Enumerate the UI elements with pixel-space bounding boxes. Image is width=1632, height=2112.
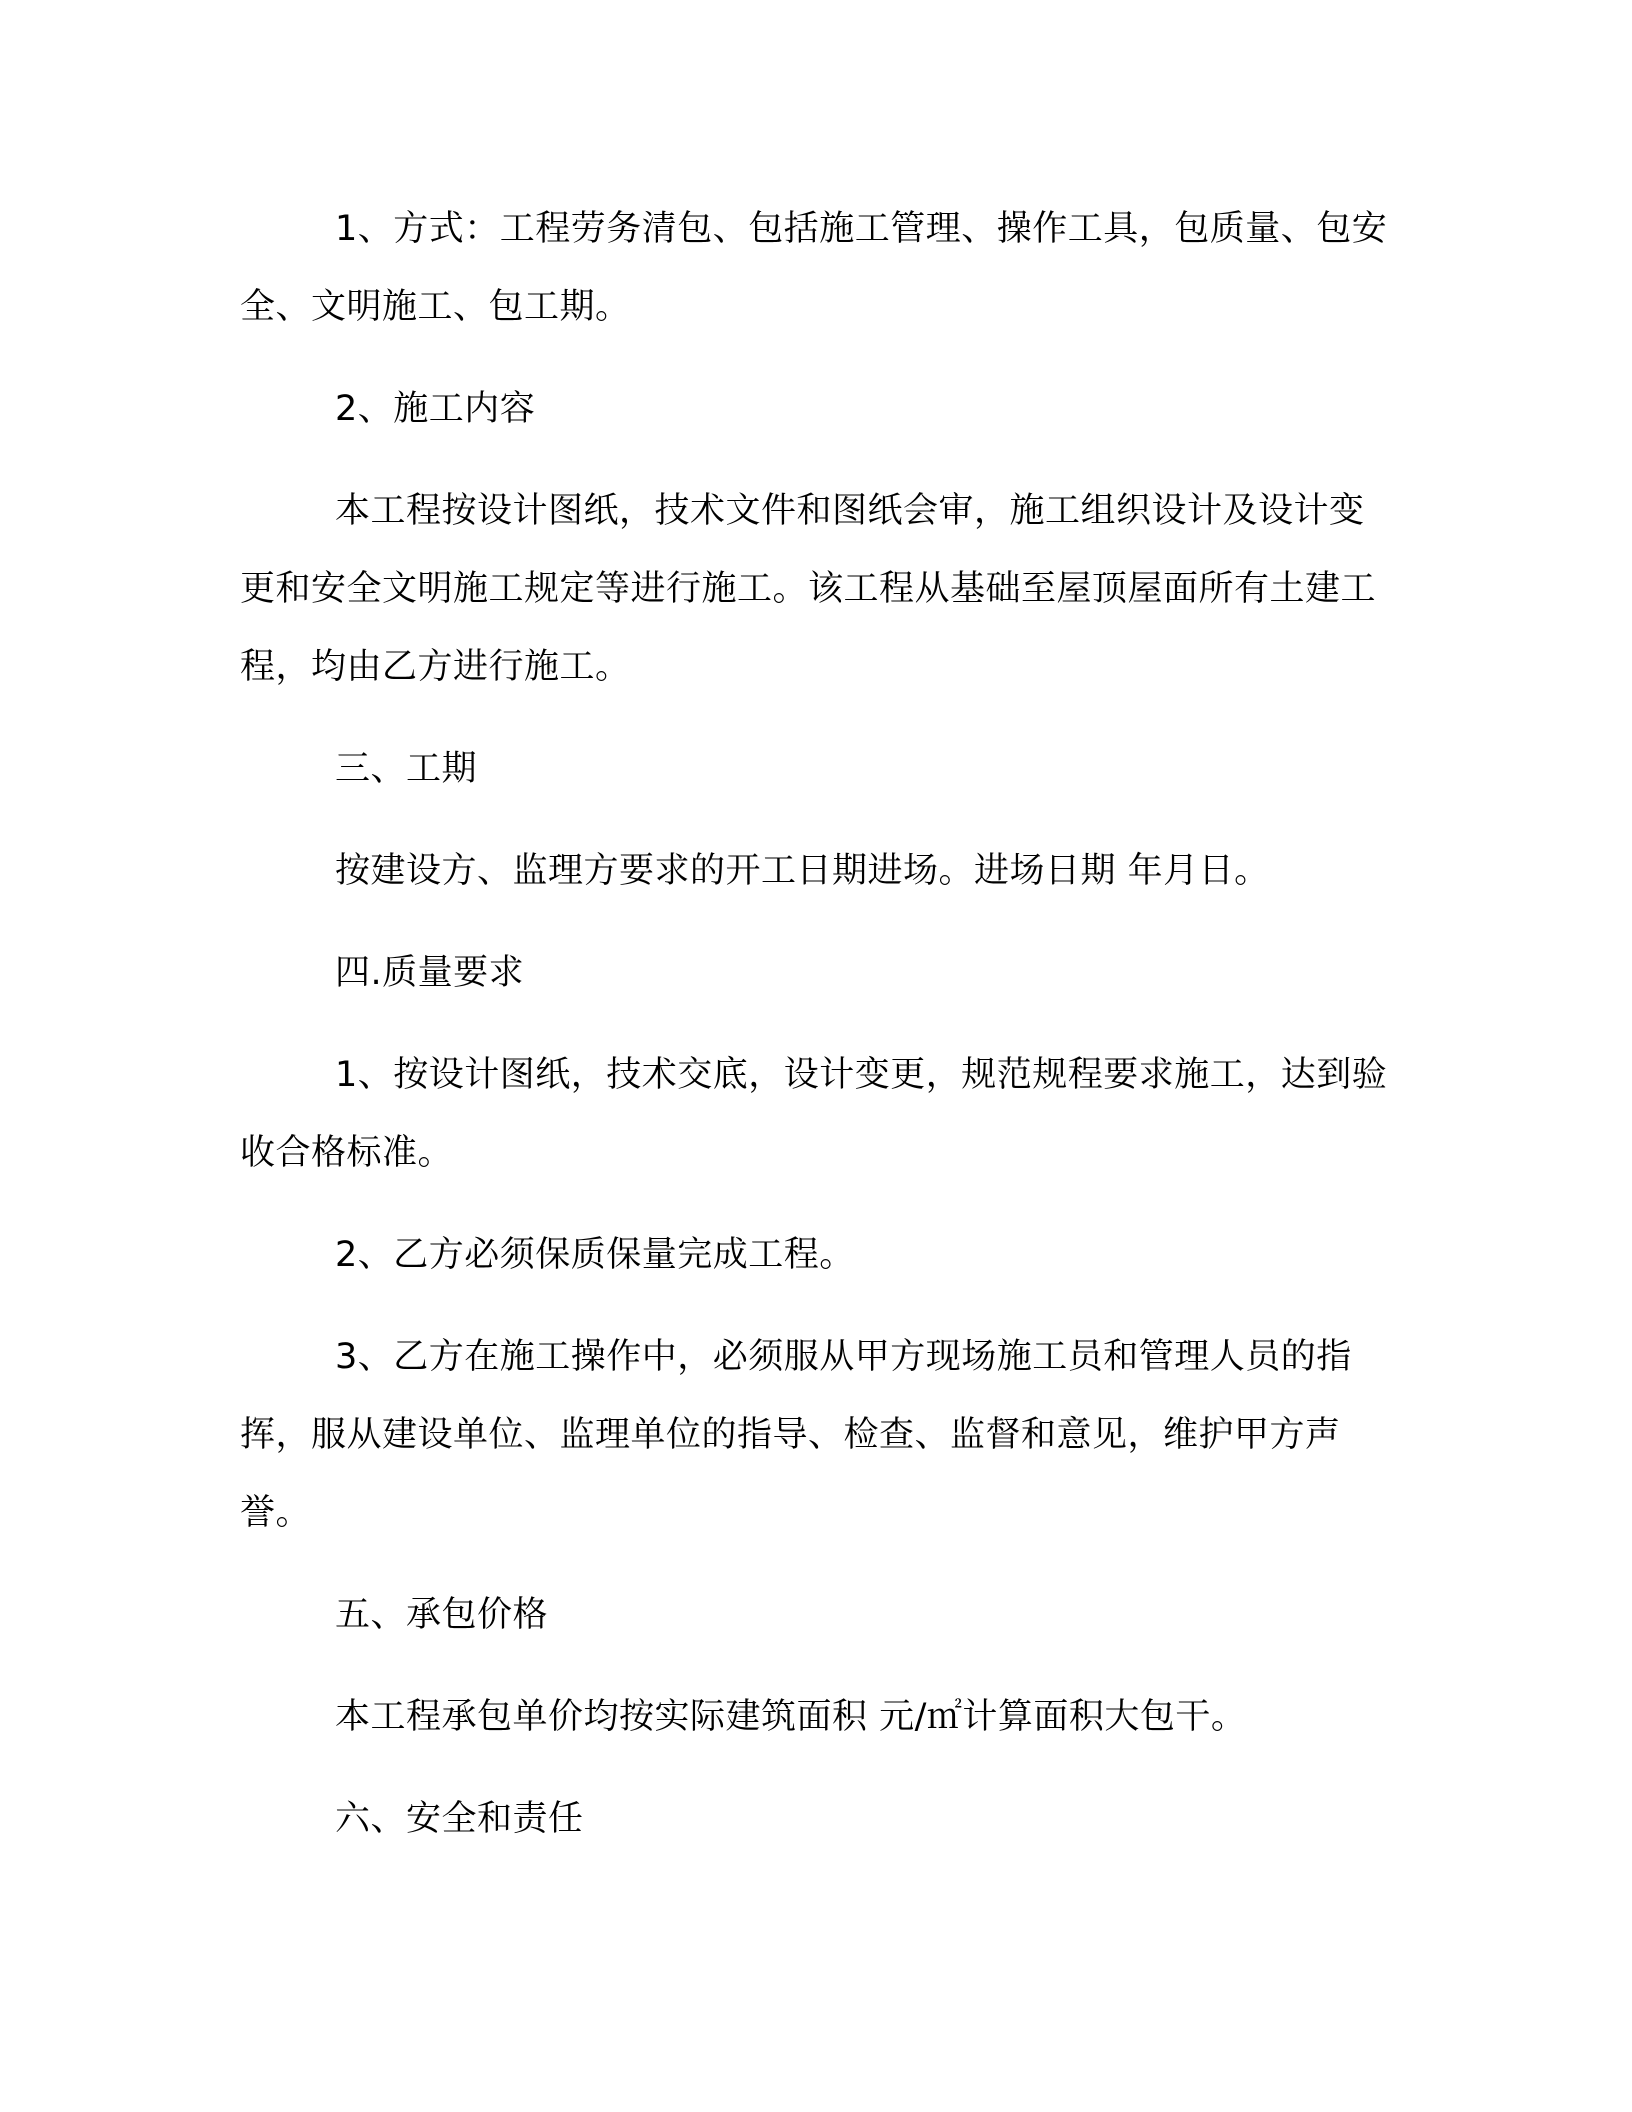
paragraph-method: 1、方式：工程劳务清包、包括施工管理、操作工具，包质量、包安全、文明施工、包工期。 bbox=[240, 209, 1388, 327]
heading-quality-requirements: 四.质量要求 bbox=[335, 953, 525, 993]
paragraph-quality-2: 2、乙方必须保质保量完成工程。 bbox=[335, 1235, 855, 1275]
paragraph-entry-date: 按建设方、监理方要求的开工日期进场。进场日期 年月日。 bbox=[335, 851, 1270, 891]
paragraph-contract-price: 本工程承包单价均按实际建筑面积 元/㎡计算面积大包干。 bbox=[335, 1697, 1247, 1737]
heading-safety-responsibility: 六、安全和责任 bbox=[335, 1799, 584, 1839]
paragraph-construction-content: 本工程按设计图纸，技术文件和图纸会审，施工组织设计及设计变更和安全文明施工规定等进行施工。该工程从基础至屋顶屋面所有土建工程，均由乙方进行施工。 bbox=[240, 491, 1377, 687]
document-body bbox=[240, 190, 1390, 1882]
paragraph-quality-1: 1、按设计图纸，技术交底，设计变更，规范规程要求施工，达到验收合格标准。 bbox=[240, 1055, 1388, 1173]
heading-construction-period: 三、工期 bbox=[335, 749, 478, 789]
paragraph-quality-3: 3、乙方在施工操作中，必须服从甲方现场施工员和管理人员的指挥，服从建设单位、监理单位的指导、检查、监督和意见，维护甲方声誉。 bbox=[240, 1337, 1352, 1533]
heading-contract-price: 五、承包价格 bbox=[335, 1595, 549, 1635]
heading-construction-content: 2、施工内容 bbox=[335, 389, 536, 429]
